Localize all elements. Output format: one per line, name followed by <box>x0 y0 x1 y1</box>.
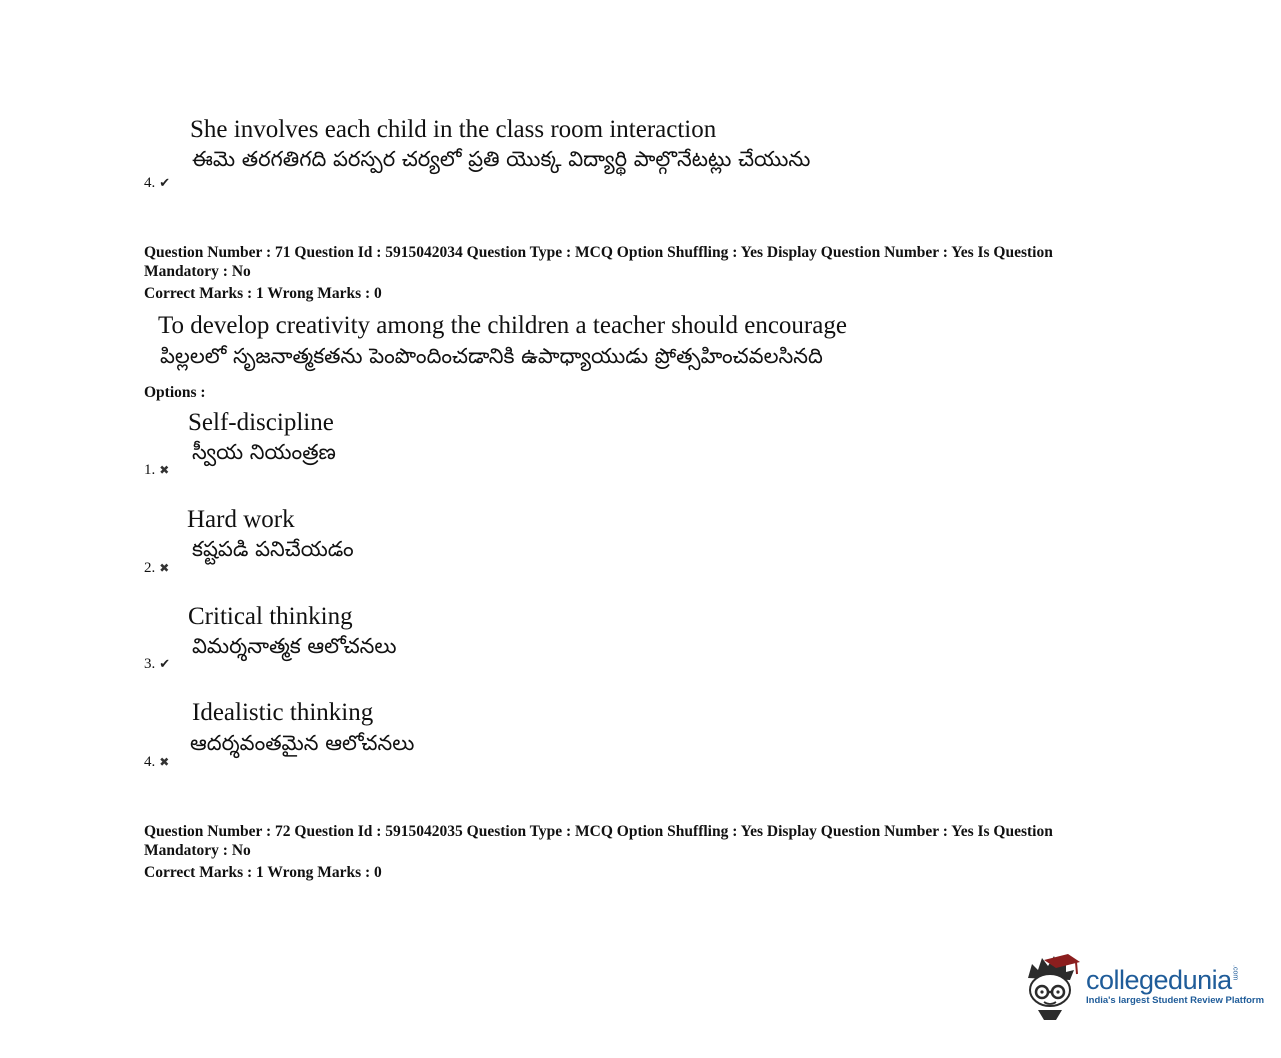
question-72-meta-line1: Question Number : 72 Question Id : 5915042035 Question Type : MCQ Option Shuffling : Yes Display Question Number : Yes Is Question <box>144 823 1053 840</box>
option-3-number-row <box>144 655 170 673</box>
option-4-number: 4. <box>144 754 156 770</box>
option-2-text-te: కష్టపడి పనిచేయడం <box>192 537 354 561</box>
option-1-number-row <box>144 461 169 479</box>
prev-option-4-number-row <box>144 174 170 192</box>
question-71-marks: Correct Marks : 1 Wrong Marks : 0 <box>144 285 382 302</box>
option-4-text-en: Idealistic thinking <box>192 699 374 726</box>
prev-option-4-text-te: ఈమె తరగతిగది పరస్పర చర్యలో ప్రతి యొక్క విద్యార్థి పాల్గొనేటట్లు చేయును <box>192 147 811 171</box>
prev-option-4-number: 4. <box>144 175 156 191</box>
check-icon: ✔ <box>159 656 171 671</box>
option-1-text-en: Self-discipline <box>188 409 334 436</box>
option-2-number: 2. <box>144 560 156 576</box>
question-72-meta <box>144 822 1124 882</box>
check-icon: ✔ <box>159 175 171 190</box>
option-3-text-te: విమర్శనాత్మక ఆలోచనలు <box>192 634 397 658</box>
question-71-meta <box>144 243 1124 303</box>
option-4-number-row <box>144 753 169 771</box>
cross-icon: ✖ <box>159 463 170 477</box>
logo-name: collegedunia <box>1086 965 1232 995</box>
option-2-number-row <box>144 559 169 577</box>
prev-option-4-text-en: She involves each child in the class room interaction <box>190 116 717 143</box>
option-1-number: 1. <box>144 462 156 478</box>
question-72-meta-line2: Mandatory : No <box>144 842 251 859</box>
question-72-marks: Correct Marks : 1 Wrong Marks : 0 <box>144 864 382 881</box>
mascot-icon <box>1022 952 1080 1020</box>
option-3-text-en: Critical thinking <box>188 603 353 630</box>
option-3-number: 3. <box>144 656 156 672</box>
option-2-text-en: Hard work <box>187 506 295 533</box>
question-71-meta-line2: Mandatory : No <box>144 263 251 280</box>
question-71-meta-line1: Question Number : 71 Question Id : 5915042034 Question Type : MCQ Option Shuffling : Yes Display Question Number : Yes Is Question <box>144 244 1053 261</box>
cross-icon: ✖ <box>159 561 170 575</box>
logo-tagline: India's largest Student Review Platform <box>1086 995 1265 1006</box>
option-1-text-te: స్వీయ నియంత్రణ <box>192 440 336 464</box>
cross-icon: ✖ <box>159 755 170 769</box>
logo-suffix: .com <box>1231 965 1239 981</box>
question-71-text-te: పిల్లలలో సృజనాత్మకతను పెంపొందించడానికి ఉపాధ్యాయుడు ప్రోత్సహించవలసినది <box>160 344 823 368</box>
option-4-text-te: ఆదర్శవంతమైన ఆలోచనలు <box>190 731 415 755</box>
options-label: Options : <box>144 384 206 401</box>
collegedunia-logo <box>1022 952 1264 1020</box>
question-71-text-en: To develop creativity among the children a teacher should encourage <box>158 312 847 339</box>
